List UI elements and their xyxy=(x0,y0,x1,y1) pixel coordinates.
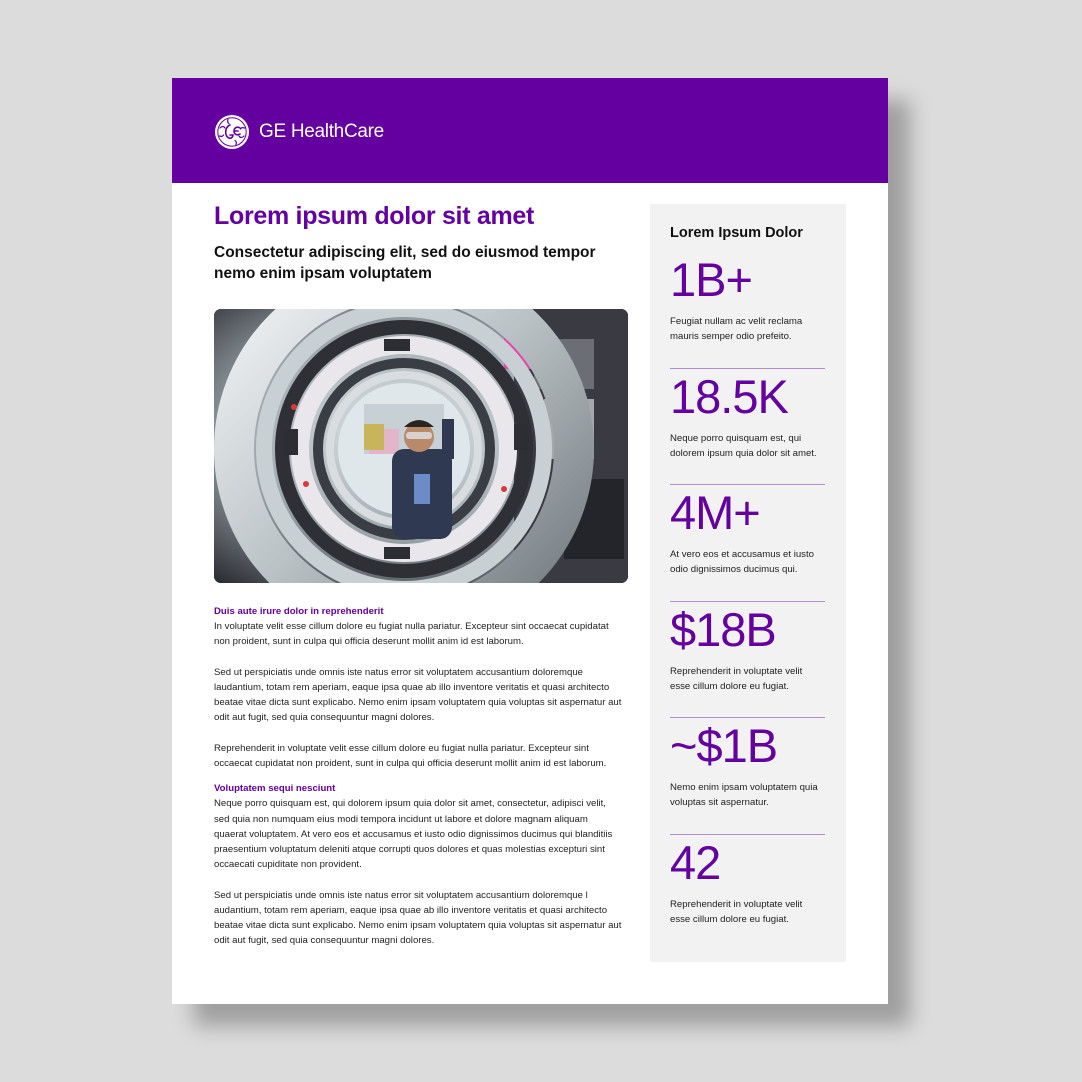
stat-item xyxy=(670,369,825,486)
stat-description: Reprehenderit in voluptate velit esse cillum dolore eu fugiat. xyxy=(670,665,803,692)
stat-description: Nemo enim ipsam voluptatem quia voluptas sit aspernatur. xyxy=(670,782,818,808)
paragraph: Reprehenderit in voluptate velit esse cillum dolore eu fugiat nulla pariatur. Excepteur sint occaecat cupidatat non proident, sunt in culpa qui officia deserunt mollit anim id est laborum. xyxy=(214,742,607,769)
stat-description: Reprehenderit in voluptate velit esse cillum dolore eu fugiat. xyxy=(670,898,803,925)
page-header xyxy=(172,78,888,183)
stats-sidebar xyxy=(650,204,846,962)
stat-item xyxy=(670,602,825,719)
paragraph: Neque porro quisquam est, qui dolorem ipsum quia dolor sit amet, consectetur, adipisci velit, sed quia non numquam eius modi tempora incidunt ut labore et dolore magnam aliquam quaerat voluptatem. At vero eos et accusamus et iusto odio dignissimos ducimus qui blanditiis praesentium voluptatum deleniti atque corrupti quos dolores et quas molestias excepturi sint occaecati cupiditate non provident. xyxy=(214,798,613,871)
paragraph: Sed ut perspiciatis unde omnis iste natus error sit voluptatem accusantium doloremque laudantium, totam rem aperiam, eaque ipsa quae ab illo inventore veritatis et quasi architecto beatae vitae dicta sunt explicabo. Nemo enim ipsam voluptatem quia voluptas sit aspernatur aut odit aut fugit, sed quia consequuntur magni dolores. xyxy=(214,666,622,724)
ge-monogram-icon xyxy=(214,114,250,150)
document-page xyxy=(172,78,888,1004)
brand-logo xyxy=(214,114,384,150)
body-copy xyxy=(214,604,622,964)
stat-value: $18B xyxy=(670,602,776,656)
page-title: Lorem ipsum dolor sit amet xyxy=(214,202,535,230)
scanner-engineer-photo xyxy=(214,309,628,583)
stat-item xyxy=(670,485,825,602)
feature-photo xyxy=(214,309,628,583)
stat-value: 18.5K xyxy=(670,369,788,423)
main-column xyxy=(214,198,628,284)
section-heading: Voluptatem sequi nesciunt xyxy=(214,783,336,795)
paragraph: Sed ut perspiciatis unde omnis iste natus error sit voluptatem accusantium doloremque l audantium, totam rem aperiam, eaque ipsa quae ab illo inventore veritatis et quasi architecto beatae vitae dicta sunt explicabo. Nemo enim ipsam voluptatem quia voluptas sit aspernatur aut odit aut fugit, sed quia consequuntur magni dolores. xyxy=(214,889,622,947)
stat-item xyxy=(670,252,825,369)
stat-value: 42 xyxy=(670,835,721,889)
section-heading: Duis aute irure dolor in reprehenderit xyxy=(214,606,384,617)
stat-description: Feugiat nullam ac velit reclama mauris semper odio prefeito. xyxy=(670,316,803,342)
brand-name: GE HealthCare xyxy=(259,121,384,142)
stat-value: ~$1B xyxy=(670,719,778,772)
stat-description: Neque porro quisquam est, qui dolorem ipsum quia dolor sit amet. xyxy=(670,432,817,459)
sidebar-title: Lorem Ipsum Dolor xyxy=(670,225,803,241)
stat-description: At vero eos et accusamus et iusto odio dignissimos ducimus qui. xyxy=(670,549,814,575)
paragraph: In voluptate velit esse cillum dolore eu fugiat nulla pariatur. Excepteur sint occaecat cupidatat non proident, sunt in culpa qui officia deserunt mollit anim id est laborum. xyxy=(214,621,609,648)
page-subtitle: Consectetur adipiscing elit, sed do eiusmod tempor nemo enim ipsam voluptatem xyxy=(214,244,596,282)
stat-item xyxy=(670,835,825,952)
stat-item xyxy=(670,718,825,835)
stat-value: 4M+ xyxy=(670,486,760,539)
stat-value: 1B+ xyxy=(670,253,752,306)
